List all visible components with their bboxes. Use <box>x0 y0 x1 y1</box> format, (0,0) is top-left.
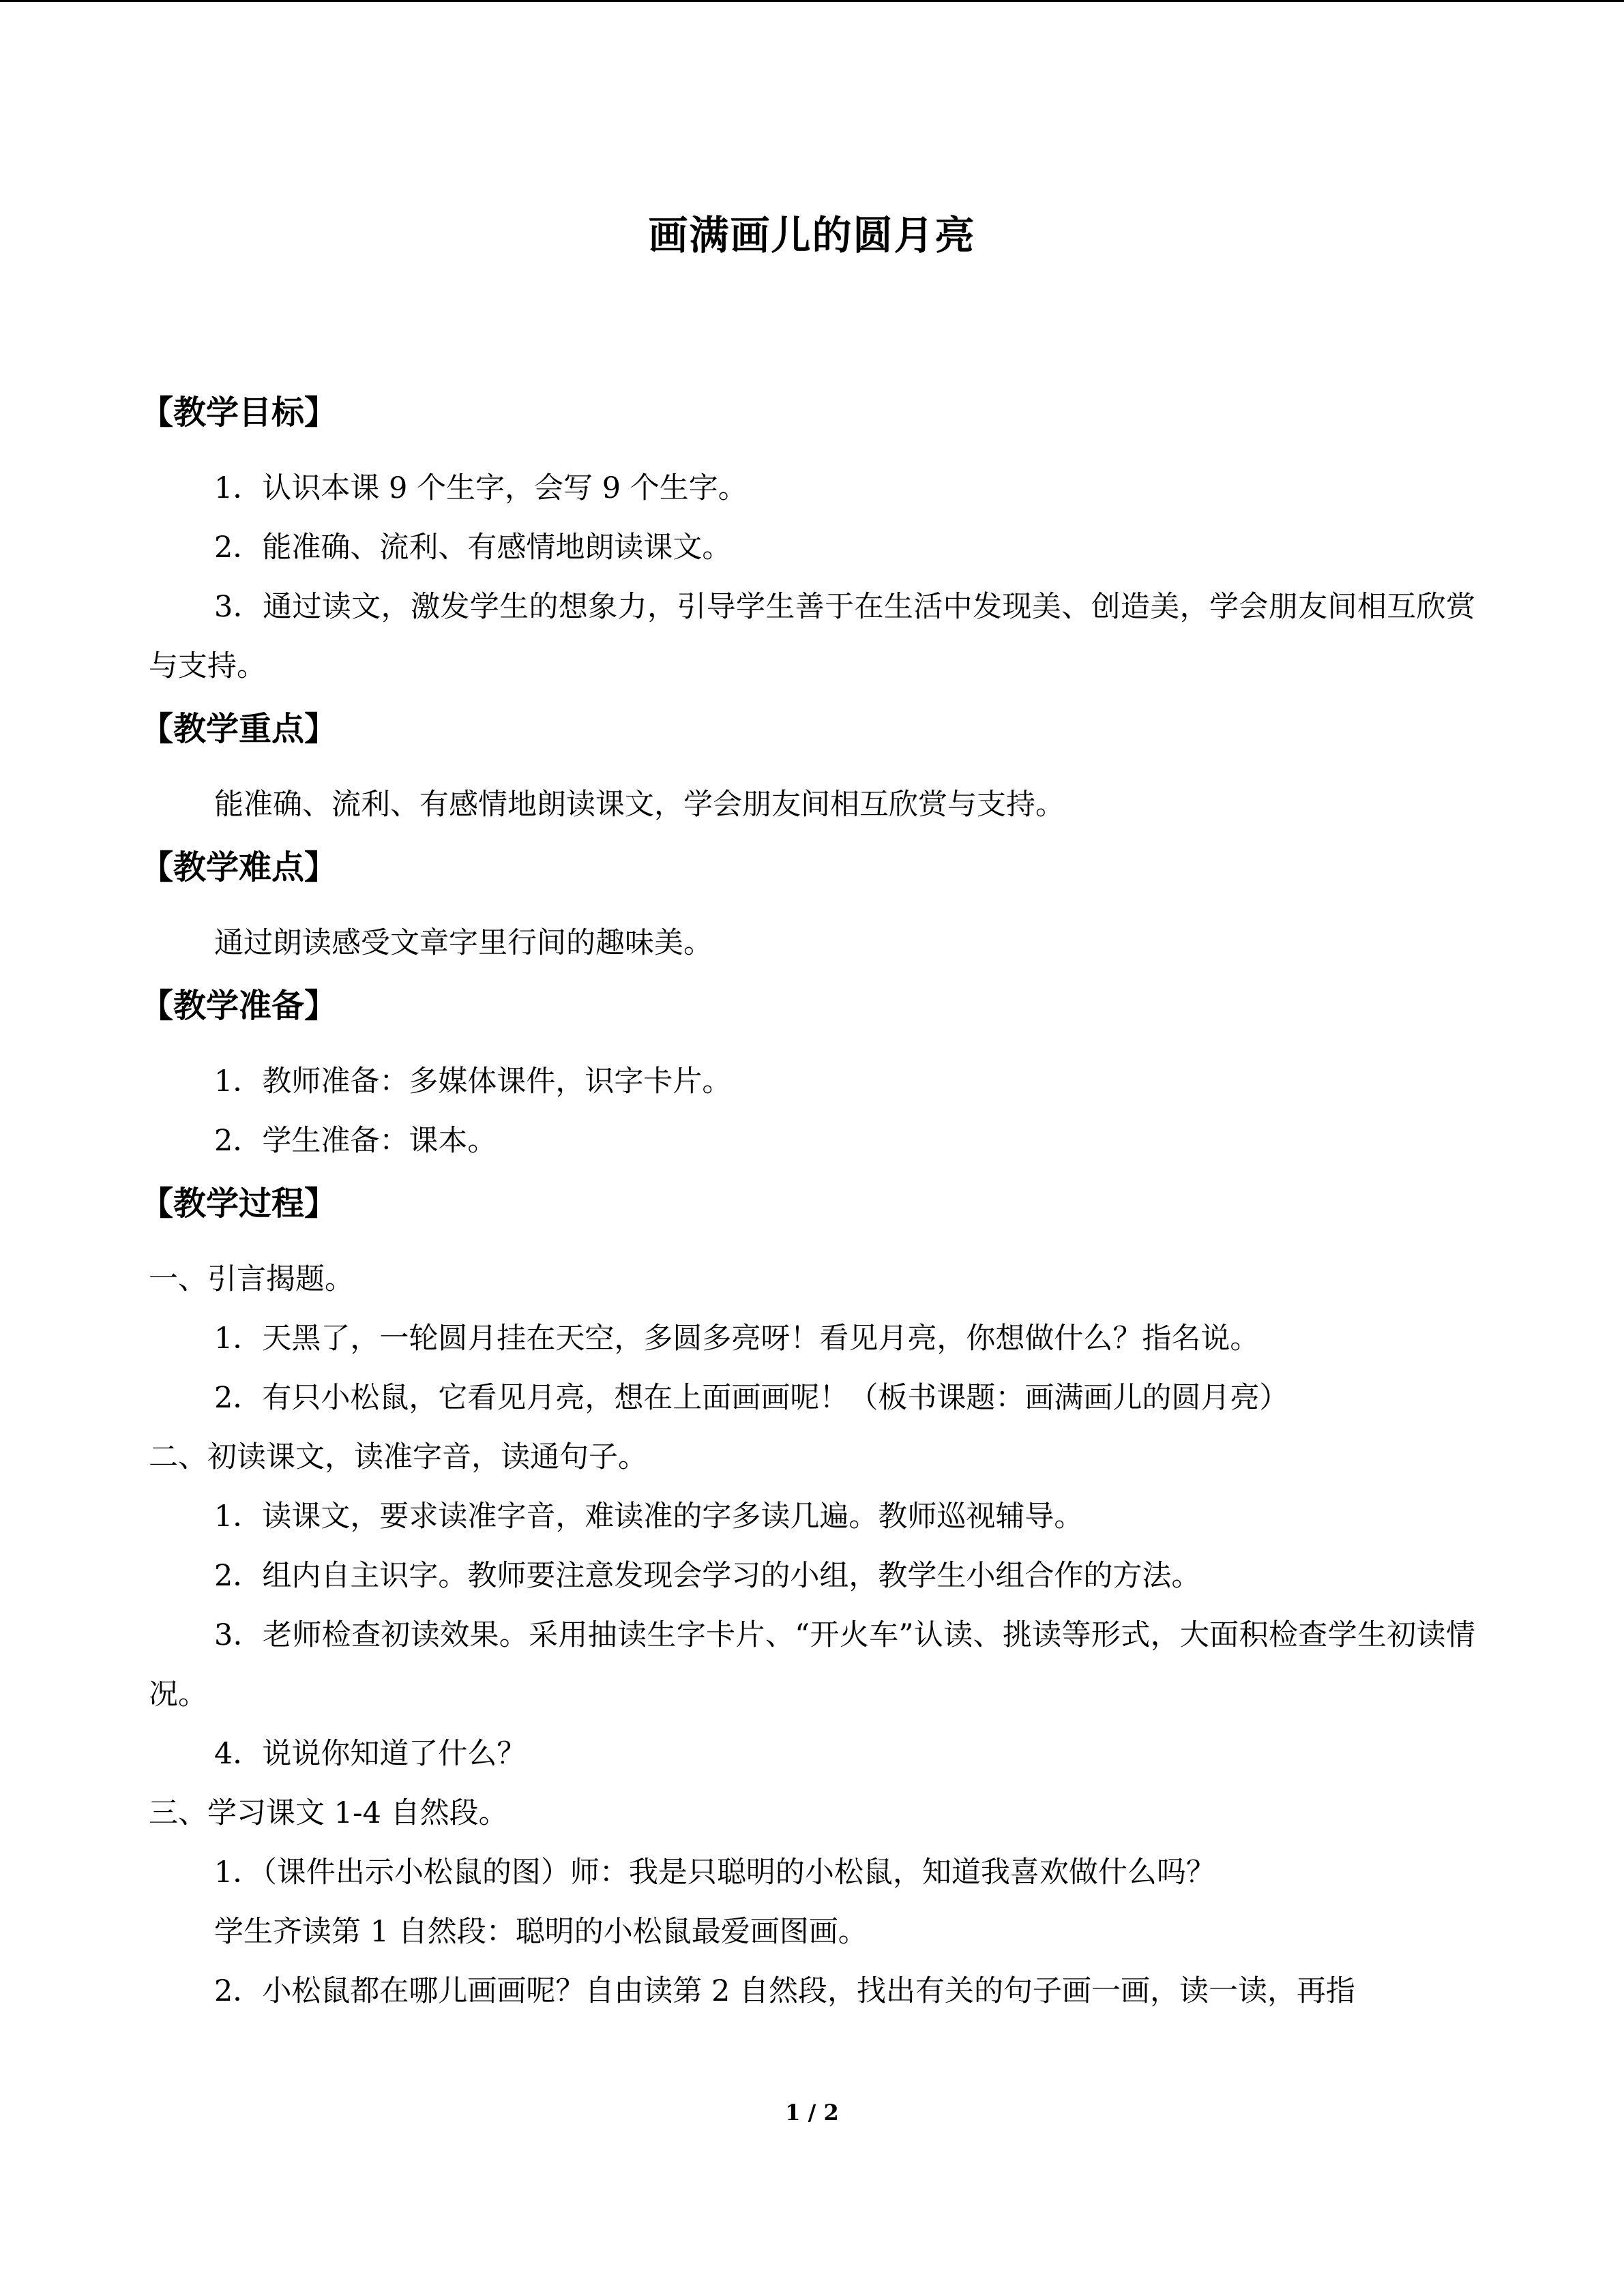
process-part2-item-3: 3．老师检查初读效果。采用抽读生字卡片、“开火车”认读、挑读等形式，大面积检查学生初读情况。 <box>149 1618 1475 1712</box>
process-part1-item-1: 1．天黑了，一轮圆月挂在天空，多圆多亮呀！看见月亮，你想做什么？指名说。 <box>214 1322 1260 1356</box>
process-part3-item-2: 学生齐读第 1 自然段：聪明的小松鼠最爱画图画。 <box>214 1915 868 1949</box>
goal-item-2: 2．能准确、流利、有感情地朗读课文。 <box>214 531 732 565</box>
key-points-text: 能准确、流利、有感情地朗读课文，学会朋友间相互欣赏与支持。 <box>214 788 1065 822</box>
process-part2-title: 二、初读课文，读准字音，读通句子。 <box>149 1440 647 1474</box>
process-part2-item-1: 1．读课文，要求读准字音，难读准的字多读几遍。教师巡视辅导。 <box>214 1500 1084 1534</box>
document-body <box>141 385 1475 2021</box>
process-part1-title: 一、引言揭题。 <box>149 1262 354 1296</box>
section-heading-preparation: 【教学准备】 <box>141 987 338 1025</box>
process-part1-item-2: 2．有只小松鼠，它看见月亮，想在上面画画呢！（板书课题：画满画儿的圆月亮） <box>214 1381 1289 1415</box>
process-part2-item-2: 2．组内自主识字。教师要注意发现会学习的小组，教学生小组合作的方法。 <box>214 1559 1201 1593</box>
page-number: 1 / 2 <box>785 2100 839 2126</box>
process-part3-item-1: 1．（课件出示小松鼠的图）师：我是只聪明的小松鼠，知道我喜欢做什么吗？ <box>214 1855 1215 1890</box>
goal-item-1: 1．认识本课 9 个生字，会写 9 个生字。 <box>214 471 748 505</box>
goal-item-3: 3．通过读文，激发学生的想象力，引导学生善于在生活中发现美、创造美，学会朋友间相互欣赏与支持。 <box>149 590 1475 683</box>
process-part2-item-4: 4．说说你知道了什么？ <box>214 1737 527 1771</box>
process-part3-title: 三、学习课文 1-4 自然段。 <box>149 1796 508 1830</box>
preparation-item-1: 1．教师准备：多媒体课件，识字卡片。 <box>214 1064 732 1099</box>
top-border-line <box>0 0 1624 2</box>
process-part3-item-3: 2．小松鼠都在哪儿画画呢？自由读第 2 自然段，找出有关的句子画一画，读一读，再指 <box>214 1974 1356 2008</box>
difficulties-text: 通过朗读感受文章字里行间的趣味美。 <box>214 926 713 960</box>
preparation-item-2: 2．学生准备：课本。 <box>214 1124 497 1158</box>
section-heading-difficulties: 【教学难点】 <box>141 848 338 886</box>
section-heading-key-points: 【教学重点】 <box>141 710 338 748</box>
section-heading-goals: 【教学目标】 <box>141 393 338 432</box>
section-heading-process: 【教学过程】 <box>141 1184 338 1223</box>
page-title: 画满画儿的圆月亮 <box>648 212 976 258</box>
